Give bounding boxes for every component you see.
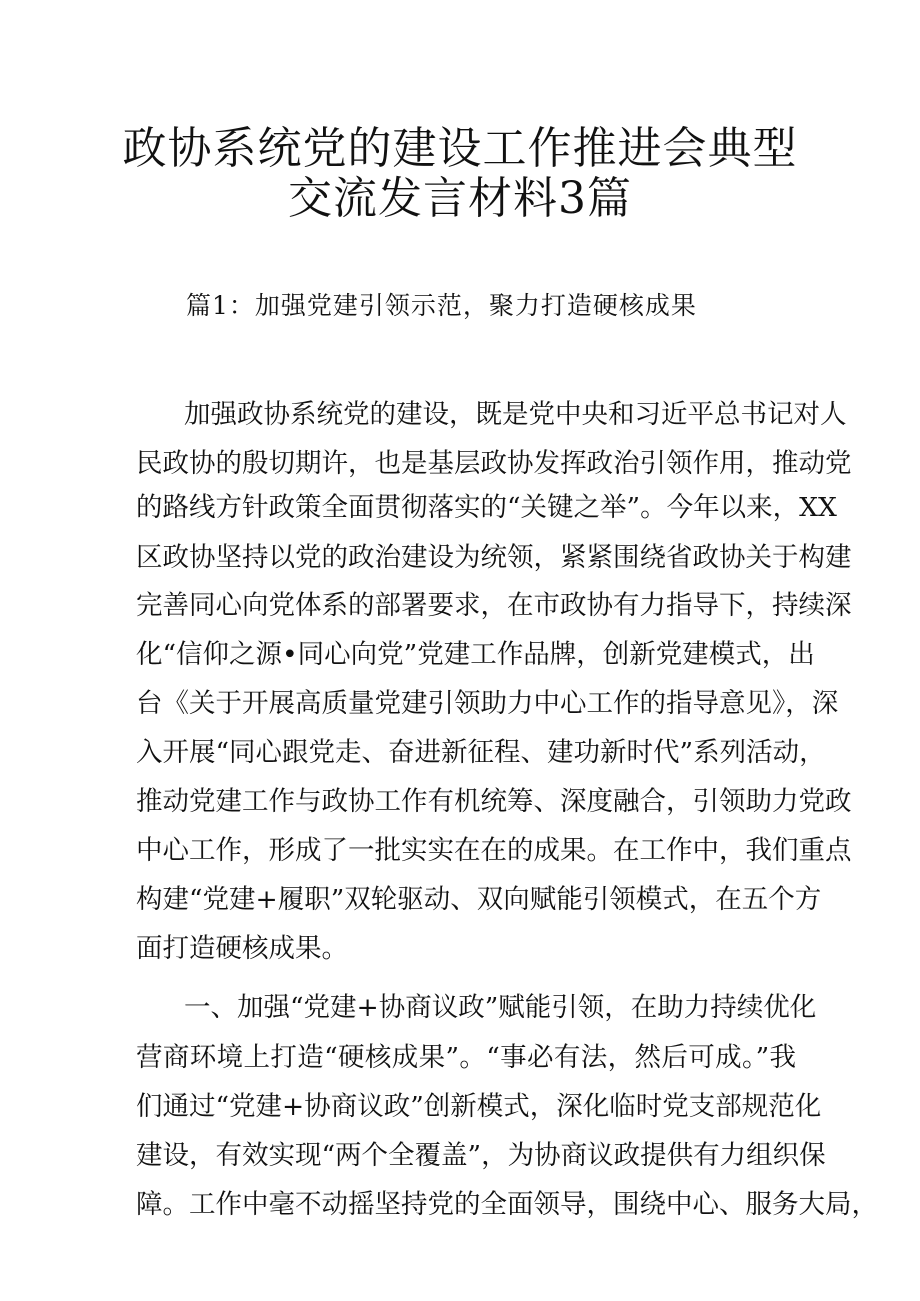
paragraph2-line: 一、加强“党建+协商议政”赋能引领，在助力持续优化 <box>184 992 817 1023</box>
paragraph1-line: 区政协坚持以党的政治建设为统领，紧紧围绕省政协关于构建 <box>136 542 852 573</box>
paragraph1-line: 的路线方针政策全面贯彻落实的“关键之举”。今年以来，XX <box>136 492 837 523</box>
document-title-line-1: 政协系统党的建设工作推进会典型 <box>122 123 798 174</box>
paragraph1-line: 台《关于开展高质量党建引领助力中心工作的指导意见》，深 <box>136 688 839 719</box>
paragraph1-line: 加强政协系统党的建设，既是党中央和习近平总书记对人 <box>184 399 847 430</box>
paragraph1-line: 化“信仰之源•同心向党”党建工作品牌，创新党建模式，出 <box>136 639 815 670</box>
paragraph1-line: 中心工作，形成了一批实实在在的成果。在工作中，我们重点 <box>136 835 852 866</box>
document-title-line-2: 交流发言材料3篇 <box>288 173 632 224</box>
paragraph2-line: 建设，有效实现“两个全覆盖”，为协商议政提供有力组织保 <box>136 1140 826 1171</box>
paragraph1-line: 构建“党建+履职”双轮驱动、双向赋能引领模式，在五个方 <box>136 884 822 915</box>
paragraph1-line: 民政协的殷切期许，也是基层政协发挥政治引领作用，推动党 <box>136 448 852 479</box>
paragraph1-line: 完善同心向党体系的部署要求，在市政协有力指导下，持续深 <box>136 590 852 621</box>
paragraph1-line: 推动党建工作与政协工作有机统筹、深度融合，引领助力党政 <box>136 786 852 817</box>
section-subtitle: 篇1：加强党建引领示范，聚力打造硬核成果 <box>186 291 697 320</box>
paragraph2-line: 营商环境上打造“硬核成果”。“事必有法，然后可成。”我 <box>136 1042 796 1073</box>
paragraph2-line: 障。工作中毫不动摇坚持党的全面领导，围绕中心、服务大局， <box>136 1189 878 1220</box>
paragraph1-line: 入开展“同心跟党走、奋进新征程、建功新时代”系列活动， <box>136 737 826 768</box>
paragraph1-line: 面打造硬核成果。 <box>136 933 348 964</box>
paragraph2-line: 们通过“党建+协商议政”创新模式，深化临时党支部规范化 <box>136 1091 822 1122</box>
